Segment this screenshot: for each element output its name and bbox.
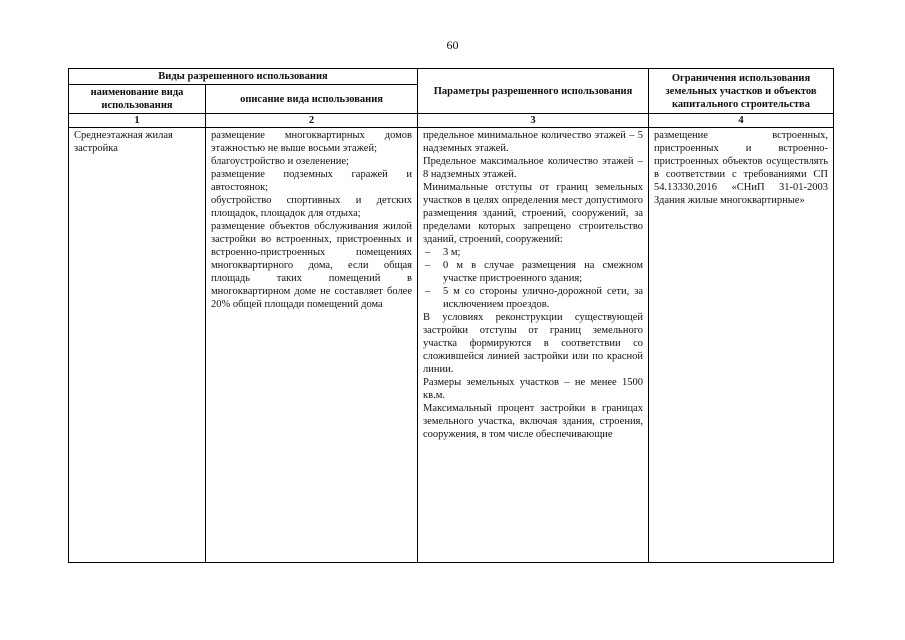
parameter-paragraph: предельное минимальное количество этажей – 5 надземных этажей. xyxy=(423,130,644,154)
restrictions-text: размещение встроенных, пристроенных и встроенно-пристроенных объектов осуществлять в соответствии с требованиями СП 54.13330.2016 «СНиП 31-01-2003 Здания жилые многоквартирные» xyxy=(654,130,829,206)
restrictions-cell xyxy=(649,128,834,563)
header-restrictions: Ограничения использования земельных участков и объектов капитального строительства xyxy=(649,69,834,114)
column-number-2: 2 xyxy=(206,114,418,128)
description-item: размещение многоквартирных домов этажностью не выше восьми этажей; xyxy=(211,130,413,154)
use-name-cell xyxy=(69,128,206,563)
description-item: размещение объектов обслуживания жилой застройки во встроенных, пристроенных и встроенно-пристроенных помещениях многоквартирного дома, если общая площадь таких помещений в многоквартирном доме не составляет более 20% общей площади помещений дома xyxy=(211,221,413,310)
setback-list xyxy=(423,246,643,311)
parameter-paragraph: Размеры земельных участков – не менее 1500 кв.м. xyxy=(423,377,644,401)
setback-item: – 3 м; xyxy=(423,246,643,259)
setback-item: – 0 м в случае размещения на смежном участке пристроенного здания; xyxy=(423,259,643,285)
use-name: Среднеэтажная жилая застройка xyxy=(74,130,173,154)
parameters-cell xyxy=(418,128,649,563)
column-number-4: 4 xyxy=(649,114,834,128)
description-item: благоустройство и озеленение; xyxy=(211,156,349,167)
header-permitted-use-types: Виды разрешенного использования xyxy=(69,69,418,85)
parameter-paragraph: Максимальный процент застройки в границах земельного участка, включая здания, строения, сооружения, в том числе обеспечивающие xyxy=(423,403,644,440)
column-number-3: 3 xyxy=(418,114,649,128)
parameter-paragraph: Предельное максимальное количество этажей – 8 надземных этажей. xyxy=(423,156,644,180)
table-row xyxy=(69,128,834,563)
parameter-paragraph: В условиях реконструкции существующей застройки отступы от границ земельного участка формируются в соответствии со сложившейся линией застройки или по красной линии. xyxy=(423,312,644,375)
description-item: обустройство спортивных и детских площадок, площадок для отдыха; xyxy=(211,195,413,219)
description-item: размещение подземных гаражей и автостоянок; xyxy=(211,169,413,193)
parameter-paragraph: Минимальные отступы от границ земельных участков в целях определения мест допустимого размещения зданий, строений, сооружений, за пределами которых запрещено строительство зданий, строений, сооружений: xyxy=(423,182,644,245)
use-description-cell xyxy=(206,128,418,563)
column-number-1: 1 xyxy=(69,114,206,128)
header-use-description: описание вида использования xyxy=(206,85,418,114)
header-parameters: Параметры разрешенного использования xyxy=(418,69,649,114)
setback-item: – 5 м со стороны улично-дорожной сети, за исключением проездов. xyxy=(423,285,643,311)
zoning-table xyxy=(68,68,834,563)
header-use-name: наименование вида использования xyxy=(69,85,206,114)
page-number: 60 xyxy=(446,38,459,52)
